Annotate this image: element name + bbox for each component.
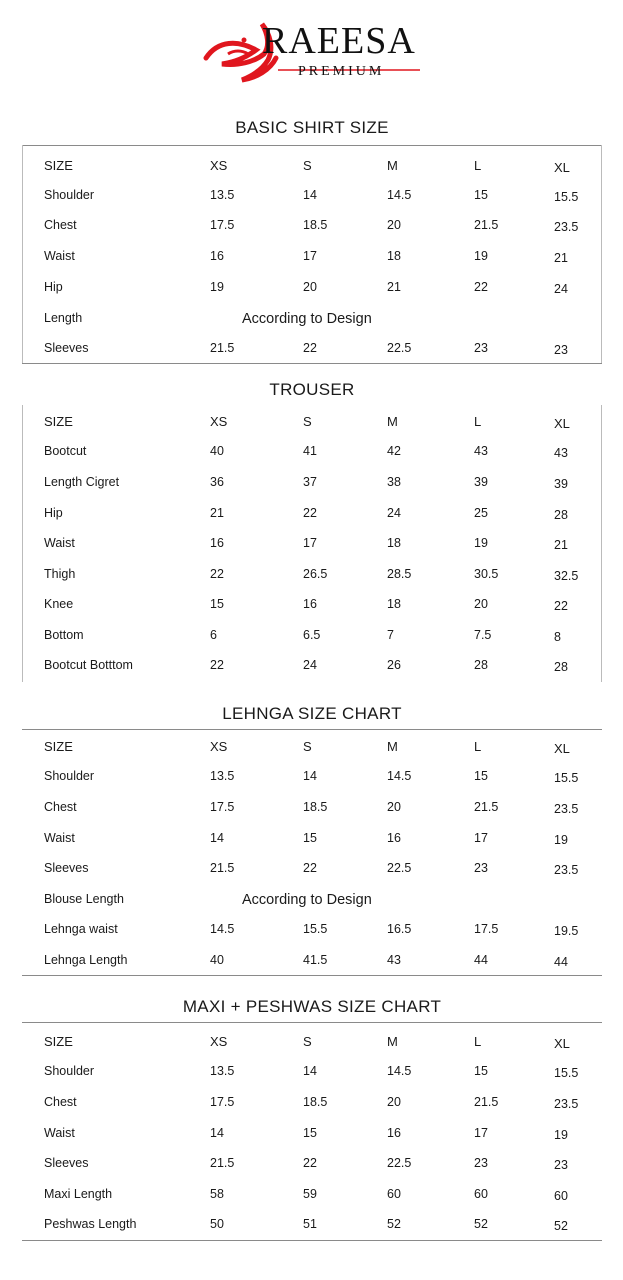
table-bottom-border (22, 363, 602, 364)
col-xl: XL (554, 741, 570, 756)
cell: Hip (44, 280, 63, 294)
cell: 36 (210, 475, 224, 489)
table-top-border (22, 729, 602, 730)
cell: 43 (387, 953, 401, 967)
cell: 21.5 (474, 1095, 499, 1109)
table-row (22, 536, 602, 566)
cell: 20 (387, 1095, 401, 1109)
table-row (22, 1156, 602, 1186)
cell: 19 (474, 536, 488, 550)
cell: Waist (44, 831, 75, 845)
cell: Length Cigret (44, 475, 120, 489)
brand-name: RAEESA (262, 20, 416, 62)
cell: Waist (44, 1126, 75, 1140)
table-top-border (22, 1022, 602, 1023)
cell: 28.5 (387, 567, 412, 581)
cell: 28 (554, 660, 568, 674)
cell: 14 (210, 1126, 224, 1140)
col-m: M (387, 1034, 398, 1049)
cell: 24 (554, 282, 568, 296)
cell: 15 (303, 831, 317, 845)
cell: 60 (387, 1187, 401, 1201)
col-size: SIZE (44, 158, 73, 173)
cell: Sleeves (44, 341, 89, 355)
cell: 41.5 (303, 953, 328, 967)
cell: 21 (554, 538, 568, 552)
cell: 60 (554, 1189, 568, 1203)
cell: Knee (44, 597, 74, 611)
cell: Maxi Length (44, 1187, 113, 1201)
cell: Blouse Length (44, 892, 124, 906)
table-row (22, 444, 602, 474)
cell: 18.5 (303, 800, 328, 814)
table-row (22, 892, 602, 922)
cell: 14.5 (387, 188, 412, 202)
cell: 44 (554, 955, 568, 969)
table-row (22, 953, 602, 983)
cell: Shoulder (44, 188, 95, 202)
cell: 13.5 (210, 188, 235, 202)
cell: 15.5 (554, 1066, 579, 1080)
table-row (22, 188, 602, 218)
col-xs: XS (210, 414, 228, 429)
cell: 21 (387, 280, 401, 294)
table-bottom-border (22, 1240, 602, 1241)
cell: 23 (554, 343, 568, 357)
cell: Length (44, 311, 83, 325)
cell: 15.5 (554, 190, 579, 204)
cell: 23.5 (554, 1097, 579, 1111)
cell: 6 (210, 628, 217, 642)
cell: 17.5 (210, 800, 235, 814)
cell: 15.5 (554, 771, 579, 785)
according-to-design-note: According to Design (242, 892, 372, 908)
col-l: L (474, 1034, 482, 1049)
brand-tagline: PREMIUM (298, 64, 385, 79)
cell: 58 (210, 1187, 224, 1201)
cell: 41 (303, 444, 317, 458)
cell: 22.5 (387, 1156, 412, 1170)
cell: 17 (474, 831, 488, 845)
cell: 26.5 (303, 567, 328, 581)
cell: 52 (387, 1217, 401, 1231)
col-size: SIZE (44, 1034, 73, 1049)
table-row (22, 567, 602, 597)
cell: 18.5 (303, 1095, 328, 1109)
cell: 16 (303, 597, 317, 611)
cell: Chest (44, 218, 77, 232)
cell: 52 (474, 1217, 488, 1231)
col-xl: XL (554, 416, 570, 431)
cell: Thigh (44, 567, 76, 581)
col-size: SIZE (44, 739, 73, 754)
col-m: M (387, 158, 398, 173)
cell: 21 (554, 251, 568, 265)
cell: 39 (554, 477, 568, 491)
cell: Waist (44, 249, 75, 263)
cell: 17 (303, 249, 317, 263)
table-bottom-border (22, 975, 602, 976)
cell: 17.5 (210, 218, 235, 232)
cell: Hip (44, 506, 63, 520)
cell: 22 (210, 658, 224, 672)
cell: 17 (474, 1126, 488, 1140)
table-row (22, 800, 602, 830)
cell: 32.5 (554, 569, 579, 583)
cell: 38 (387, 475, 401, 489)
cell: 15.5 (303, 922, 328, 936)
cell: Sleeves (44, 1156, 89, 1170)
cell: 20 (474, 597, 488, 611)
cell: 21.5 (210, 1156, 235, 1170)
table-row (22, 218, 602, 248)
table-row (22, 280, 602, 310)
section-title: BASIC SHIRT SIZE (235, 118, 389, 137)
cell: 14 (210, 831, 224, 845)
cell: 18 (387, 597, 401, 611)
cell: 14.5 (210, 922, 235, 936)
cell: Bootcut Botttom (44, 658, 133, 672)
cell: 6.5 (303, 628, 321, 642)
table-row (22, 658, 602, 688)
cell: 21.5 (474, 800, 499, 814)
cell: 20 (303, 280, 317, 294)
cell: 42 (387, 444, 401, 458)
cell: 52 (554, 1219, 568, 1233)
cell: Shoulder (44, 769, 95, 783)
col-size: SIZE (44, 414, 73, 429)
cell: 22 (554, 599, 568, 613)
cell: 15 (474, 1064, 488, 1078)
cell: 23 (554, 1158, 568, 1172)
cell: 20 (387, 218, 401, 232)
cell: 23 (474, 861, 488, 875)
cell: 15 (303, 1126, 317, 1140)
cell: 17.5 (210, 1095, 235, 1109)
cell: 43 (554, 446, 568, 460)
cell: 26 (387, 658, 401, 672)
table-row (22, 475, 602, 505)
col-s: S (303, 414, 312, 429)
cell: 28 (474, 658, 488, 672)
cell: 23.5 (554, 802, 579, 816)
section-title: LEHNGA SIZE CHART (222, 704, 402, 723)
table-header-row (22, 414, 602, 444)
cell: 59 (303, 1187, 317, 1201)
cell: 16 (387, 1126, 401, 1140)
cell: 23.5 (554, 220, 579, 234)
cell: 40 (210, 953, 224, 967)
table-row (22, 341, 602, 371)
cell: 18.5 (303, 218, 328, 232)
cell: 39 (474, 475, 488, 489)
cell: Lehnga waist (44, 922, 118, 936)
cell: 23.5 (554, 863, 579, 877)
cell: 23 (474, 341, 488, 355)
table-row (22, 1095, 602, 1125)
col-xs: XS (210, 1034, 228, 1049)
cell: 24 (387, 506, 401, 520)
col-xs: XS (210, 158, 228, 173)
cell: Chest (44, 1095, 77, 1109)
cell: 18 (387, 536, 401, 550)
cell: 22 (303, 506, 317, 520)
col-xs: XS (210, 739, 228, 754)
cell: 15 (210, 597, 224, 611)
cell: 17 (303, 536, 317, 550)
col-m: M (387, 414, 398, 429)
cell: 20 (387, 800, 401, 814)
cell: Peshwas Length (44, 1217, 137, 1231)
col-xl: XL (554, 1036, 570, 1051)
cell: 22 (210, 567, 224, 581)
cell: 14.5 (387, 1064, 412, 1078)
cell: 15 (474, 188, 488, 202)
cell: 14 (303, 1064, 317, 1078)
table-row (22, 1187, 602, 1217)
cell: 30.5 (474, 567, 499, 581)
cell: 7.5 (474, 628, 492, 642)
section-title: MAXI + PESHWAS SIZE CHART (182, 997, 442, 1016)
cell: 21 (210, 506, 224, 520)
cell: 14 (303, 188, 317, 202)
col-s: S (303, 1034, 312, 1049)
cell: 60 (474, 1187, 488, 1201)
table-row (22, 311, 602, 341)
table-row (22, 831, 602, 861)
cell: 21.5 (210, 861, 235, 875)
table-row (22, 1126, 602, 1156)
col-m: M (387, 739, 398, 754)
cell: 22 (303, 341, 317, 355)
table-row (22, 1064, 602, 1094)
col-s: S (303, 739, 312, 754)
cell: 16 (210, 536, 224, 550)
cell: 28 (554, 508, 568, 522)
table-row (22, 861, 602, 891)
cell: 17.5 (474, 922, 499, 936)
col-l: L (474, 414, 482, 429)
cell: 50 (210, 1217, 224, 1231)
cell: Waist (44, 536, 75, 550)
cell: 23 (474, 1156, 488, 1170)
table-row (22, 922, 602, 952)
cell: 14 (303, 769, 317, 783)
cell: 22.5 (387, 341, 412, 355)
cell: 22 (303, 1156, 317, 1170)
col-l: L (474, 158, 482, 173)
cell: 40 (210, 444, 224, 458)
table-row (22, 506, 602, 536)
cell: 14.5 (387, 769, 412, 783)
according-to-design-note: According to Design (242, 311, 372, 327)
cell: 22 (474, 280, 488, 294)
cell: 24 (303, 658, 317, 672)
cell: 13.5 (210, 1064, 235, 1078)
cell: 16.5 (387, 922, 412, 936)
cell: 13.5 (210, 769, 235, 783)
cell: Sleeves (44, 861, 89, 875)
table-header-row (22, 1034, 602, 1064)
cell: 7 (387, 628, 394, 642)
col-xl: XL (554, 160, 570, 175)
cell: 25 (474, 506, 488, 520)
col-s: S (303, 158, 312, 173)
cell: 18 (387, 249, 401, 263)
cell: 16 (387, 831, 401, 845)
cell: 16 (210, 249, 224, 263)
cell: 15 (474, 769, 488, 783)
table-row (22, 597, 602, 627)
cell: Lehnga Length (44, 953, 128, 967)
cell: Bootcut (44, 444, 87, 458)
cell: 19 (210, 280, 224, 294)
cell: 22 (303, 861, 317, 875)
cell: Chest (44, 800, 77, 814)
cell: 37 (303, 475, 317, 489)
cell: 43 (474, 444, 488, 458)
cell: 19 (554, 1128, 568, 1142)
cell: 44 (474, 953, 488, 967)
table-row (22, 249, 602, 279)
table-top-border (22, 145, 602, 146)
cell: 21.5 (210, 341, 235, 355)
cell: 21.5 (474, 218, 499, 232)
table-header-row (22, 158, 602, 188)
table-header-row (22, 739, 602, 769)
cell: 22.5 (387, 861, 412, 875)
cell: Bottom (44, 628, 84, 642)
col-l: L (474, 739, 482, 754)
cell: 19 (474, 249, 488, 263)
cell: 19.5 (554, 924, 579, 938)
cell: 8 (554, 630, 561, 644)
cell: 19 (554, 833, 568, 847)
section-title: TROUSER (269, 380, 355, 399)
cell: Shoulder (44, 1064, 95, 1078)
table-row (22, 1217, 602, 1247)
table-row (22, 628, 602, 658)
cell: 51 (303, 1217, 317, 1231)
table-row (22, 769, 602, 799)
